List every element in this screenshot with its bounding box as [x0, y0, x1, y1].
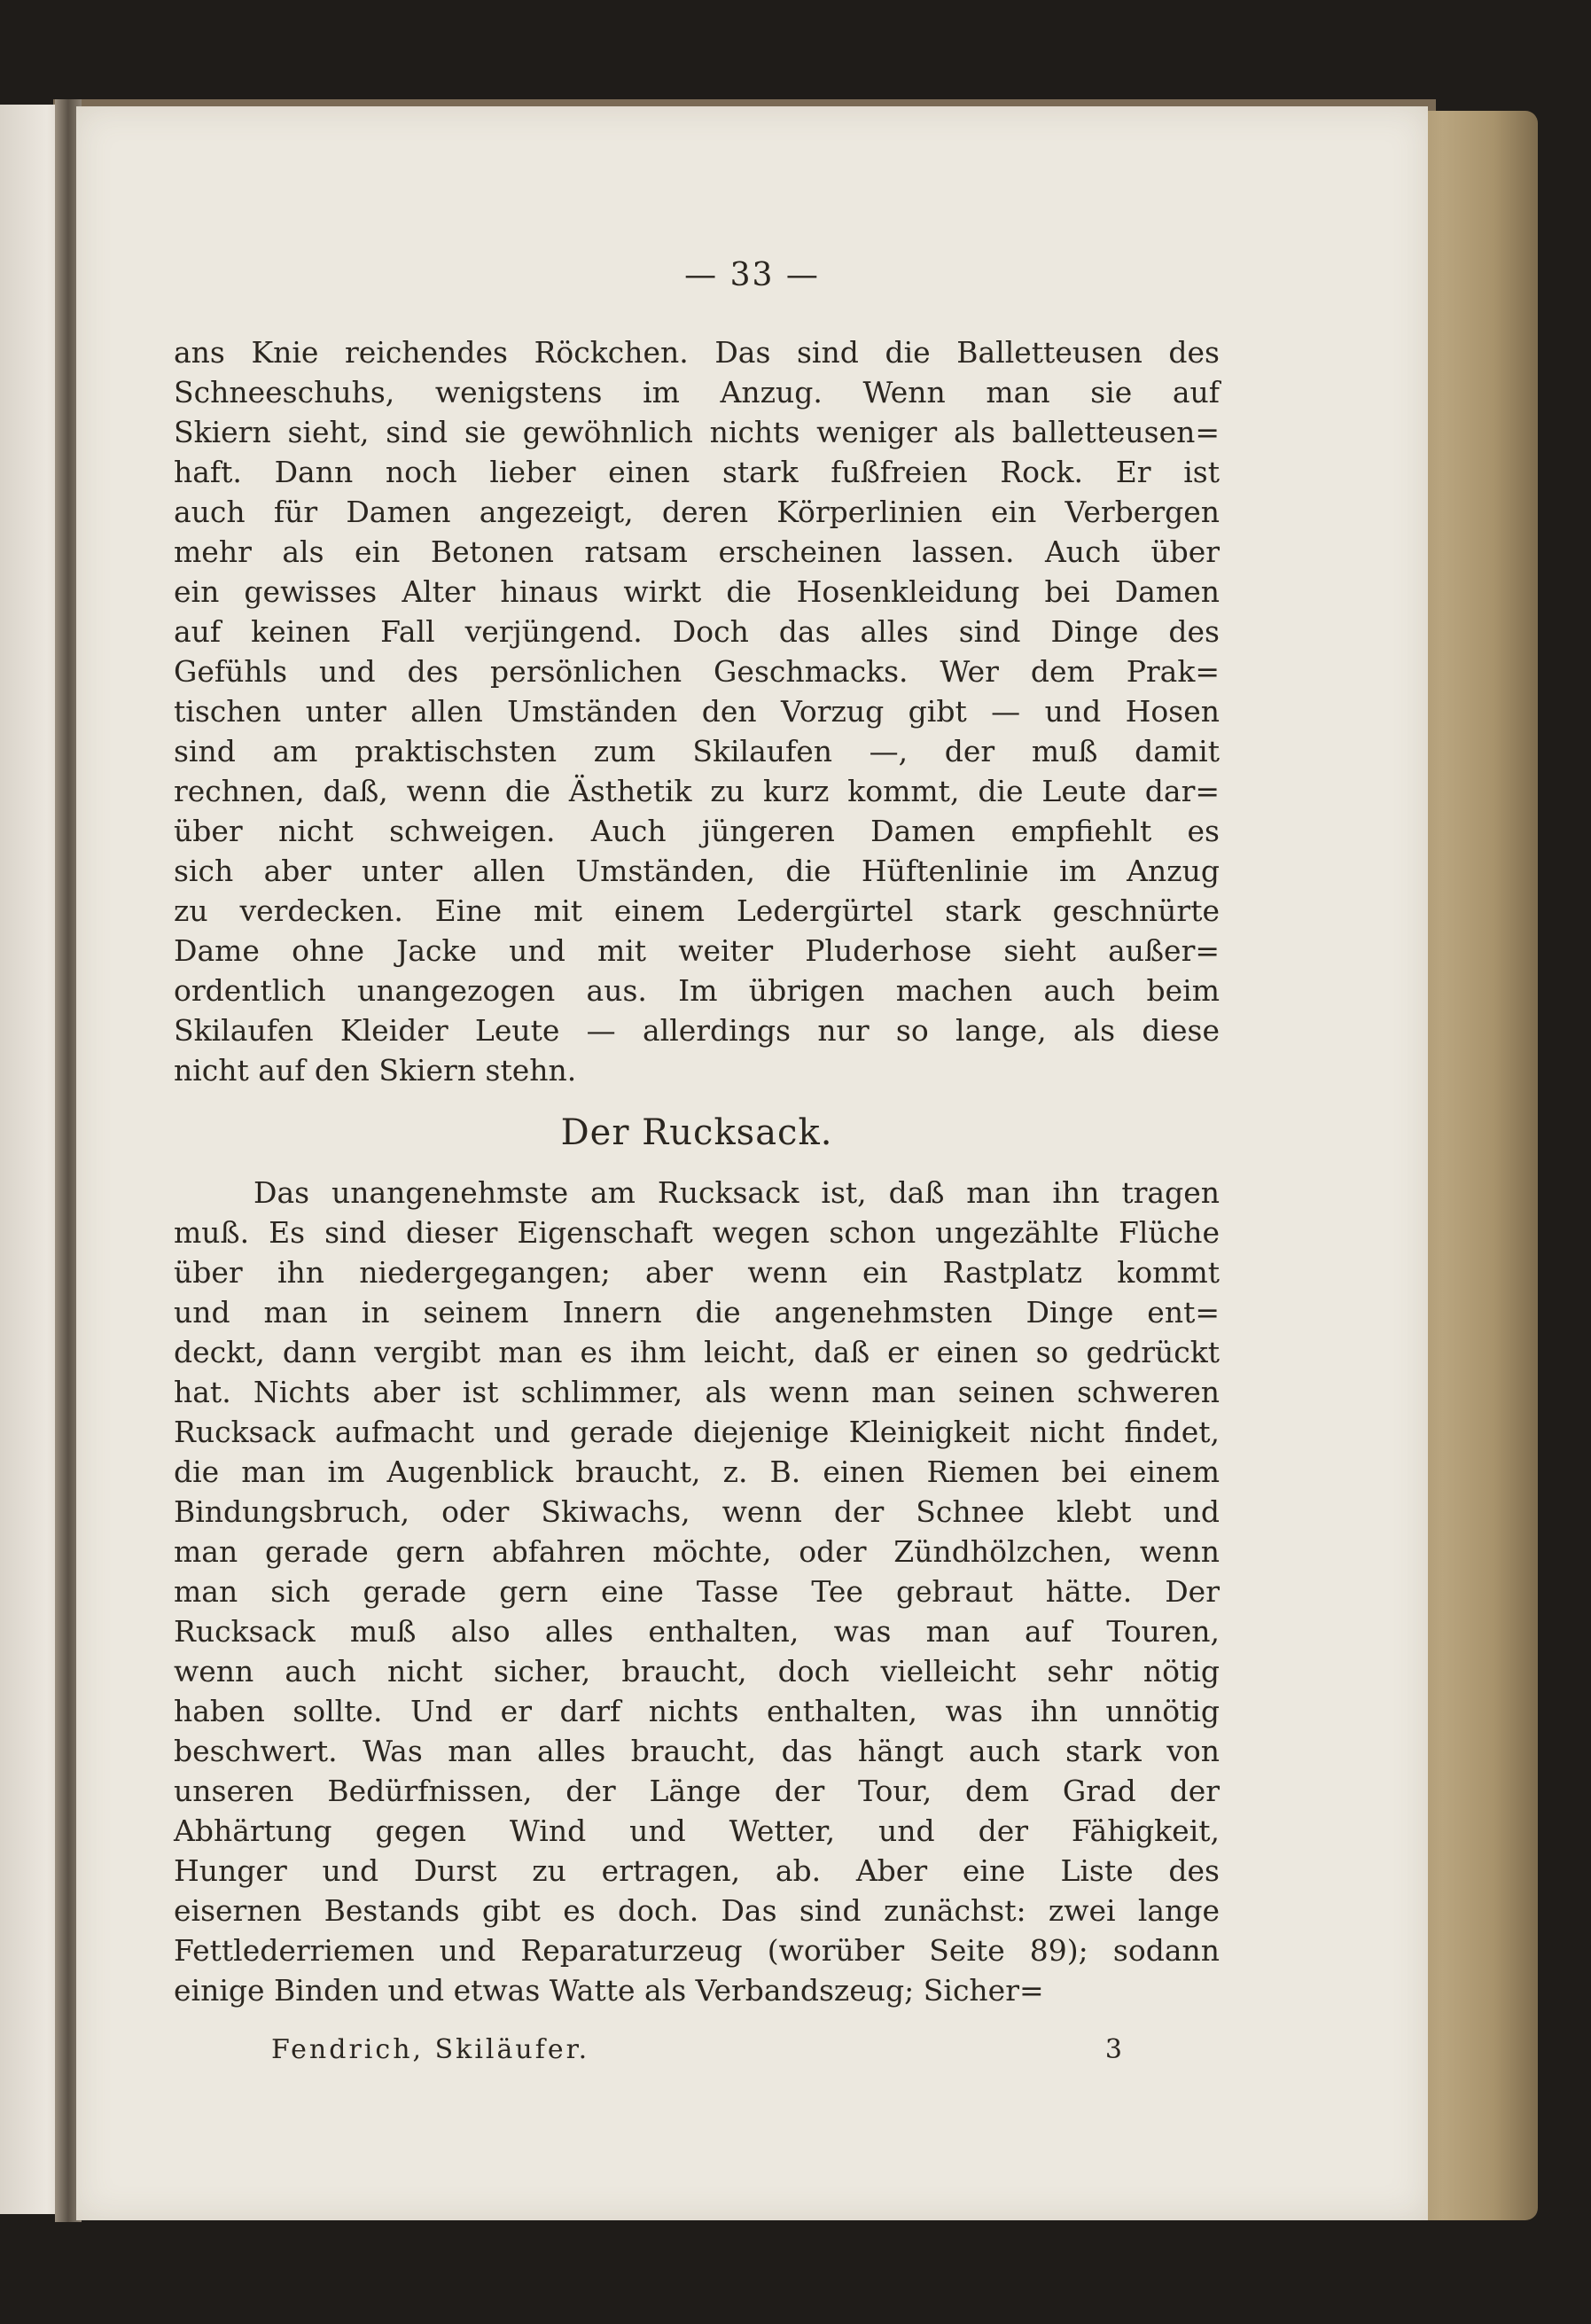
text-line: beschwert. Was man alles braucht, das hängt auch stark von: [174, 1734, 1220, 1768]
text-line: Rucksack muß also alles enthalten, was man auf Touren,: [174, 1614, 1220, 1649]
text-line: wenn auch nicht sicher, braucht, doch vielleicht sehr nötig: [174, 1654, 1220, 1688]
text-line: rechnen, daß, wenn die Ästhetik zu kurz kommt, die Leute dar=: [174, 774, 1220, 808]
text-line: Skiern sieht, sind sie gewöhnlich nichts weniger als balletteusen=: [174, 415, 1220, 449]
text-line: auf keinen Fall verjüngend. Doch das alles sind Dinge des: [174, 614, 1220, 649]
text-line: Schneeschuhs, wenigstens im Anzug. Wenn man sie auf: [174, 375, 1220, 409]
text-line: haft. Dann noch lieber einen stark fußfreien Rock. Er ist: [174, 455, 1220, 489]
footer-sheet-number: 3: [1104, 2034, 1122, 2065]
page-text: [174, 332, 1220, 2010]
text-line: ein gewisses Alter hinaus wirkt die Hosenkleidung bei Damen: [174, 574, 1220, 609]
paragraph-2: [174, 1173, 1220, 2010]
text-line: hat. Nichts aber ist schlimmer, als wenn man seinen schweren: [174, 1375, 1220, 1409]
text-line: auch für Damen angezeigt, deren Körperlinien ein Verbergen: [174, 495, 1220, 529]
text-line: mehr als ein Betonen ratsam erscheinen lassen. Auch über: [174, 534, 1220, 569]
text-line: Fettlederriemen und Reparaturzeug (worüber Seite 89); sodann: [174, 1933, 1220, 1968]
text-line: sind am praktischsten zum Skilaufen —, der muß damit: [174, 734, 1220, 768]
text-line: Gefühls und des persönlichen Geschmacks. Wer dem Prak=: [174, 654, 1220, 689]
text-line: tischen unter allen Umständen den Vorzug gibt — und Hosen: [174, 694, 1220, 729]
text-line: einige Binden und etwas Watte als Verbandszeug; Sicher=: [174, 1973, 1044, 2008]
text-line: Das unangenehmste am Rucksack ist, daß man ihn tragen: [253, 1175, 1220, 1210]
text-line: zu verdecken. Eine mit einem Ledergürtel stark geschnürte: [174, 893, 1220, 928]
text-line: über ihn niedergegangen; aber wenn ein Rastplatz kommt: [174, 1255, 1220, 1290]
text-line: Abhärtung gegen Wind und Wetter, und der Fähigkeit,: [174, 1813, 1220, 1848]
text-line: man gerade gern abfahren möchte, oder Zündhölzchen, wenn: [174, 1534, 1220, 1569]
text-line: Rucksack aufmacht und gerade diejenige Kleinigkeit nicht findet,: [174, 1415, 1220, 1449]
book-page: [76, 106, 1428, 2220]
text-line: man sich gerade gern eine Tasse Tee gebraut hätte. Der: [174, 1574, 1220, 1609]
text-line: und man in seinem Innern die angenehmsten Dinge ent=: [174, 1295, 1220, 1330]
paragraph-1: [174, 332, 1220, 1090]
text-line: eisernen Bestands gibt es doch. Das sind zunächst: zwei lange: [174, 1893, 1220, 1928]
text-line: unseren Bedürfnissen, der Länge der Tour, dem Grad der: [174, 1774, 1220, 1808]
text-line: deckt, dann vergibt man es ihm leicht, daß er einen so gedrückt: [174, 1335, 1220, 1369]
page-number: — 33 —: [684, 257, 820, 293]
text-line: Bindungsbruch, oder Skiwachs, wenn der Schnee klebt und: [174, 1494, 1220, 1529]
section-heading: Der Rucksack.: [560, 1112, 833, 1153]
text-line: Hunger und Durst zu ertragen, ab. Aber eine Liste des: [174, 1853, 1220, 1888]
text-line: die man im Augenblick braucht, z. B. einen Riemen bei einem: [174, 1454, 1220, 1489]
page-footer: [174, 2034, 1220, 2070]
text-line: nicht auf den Skiern stehn.: [174, 1053, 577, 1088]
text-line: haben sollte. Und er darf nichts enthalten, was ihn unnötig: [174, 1694, 1220, 1728]
footer-signature: Fendrich, Skiläufer.: [271, 2034, 590, 2065]
text-line: über nicht schweigen. Auch jüngeren Damen empfiehlt es: [174, 814, 1220, 848]
text-line: ordentlich unangezogen aus. Im übrigen machen auch beim: [174, 973, 1220, 1008]
text-line: Skilaufen Kleider Leute — allerdings nur so lange, als diese: [174, 1013, 1220, 1048]
text-line: sich aber unter allen Umständen, die Hüftenlinie im Anzug: [174, 854, 1220, 888]
text-line: Dame ohne Jacke und mit weiter Pluderhose sieht außer=: [174, 933, 1220, 968]
text-line: ans Knie reichendes Röckchen. Das sind die Balletteusen des: [174, 335, 1220, 370]
text-line: muß. Es sind dieser Eigenschaft wegen schon ungezählte Flüche: [174, 1215, 1220, 1250]
